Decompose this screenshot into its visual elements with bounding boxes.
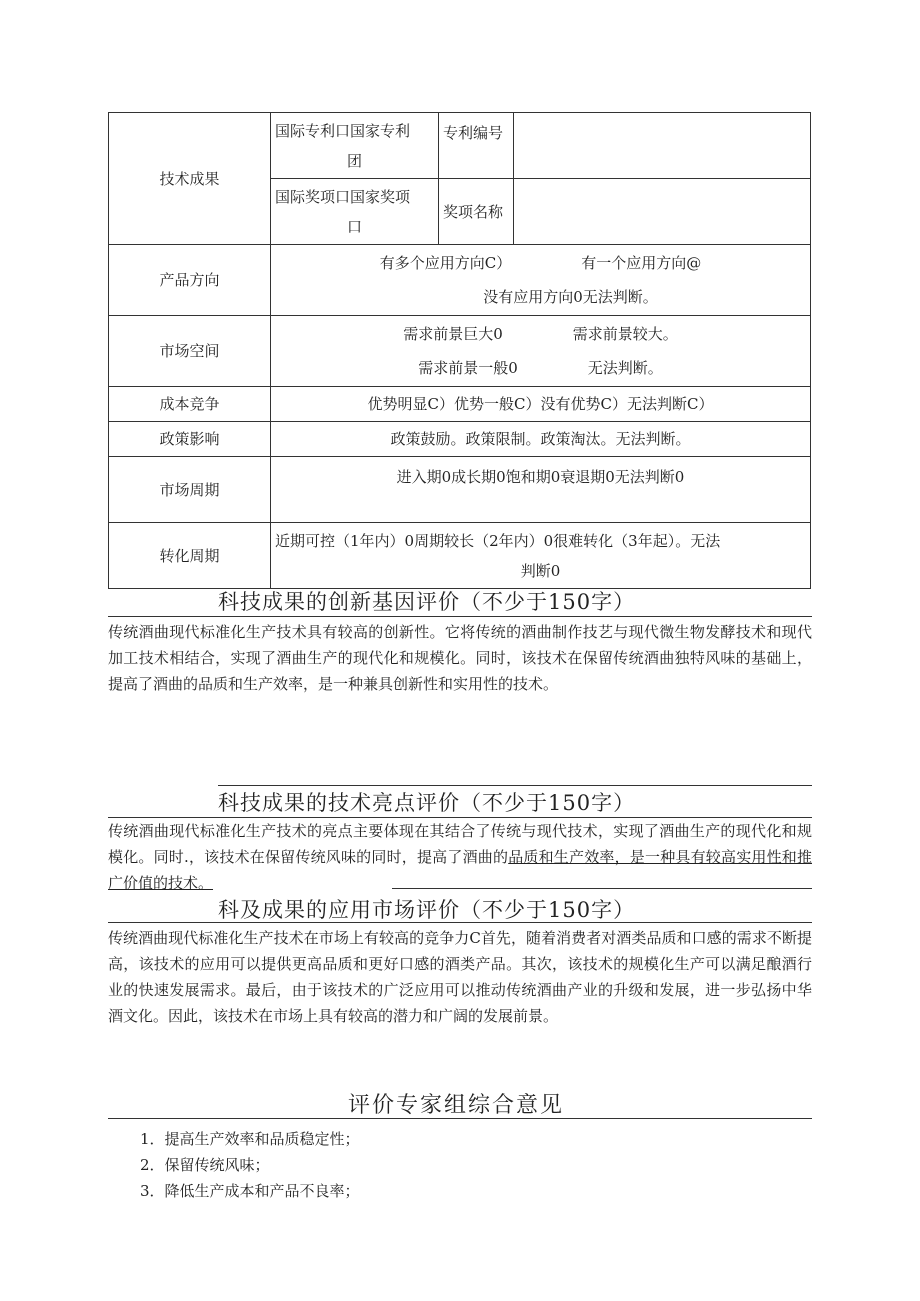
highlights-top-rule — [218, 785, 812, 786]
product-direction-options: 有多个应用方向C） 有一个应用方向@ 没有应用方向0无法判断。 — [271, 245, 811, 316]
patent-number-label: 专利编号 — [439, 113, 514, 179]
conversion-cycle-label: 转化周期 — [109, 523, 271, 589]
evaluation-table — [108, 112, 811, 589]
list-item: 1．提高生产效率和品质稳定性； — [140, 1130, 360, 1148]
product-direction-label: 产品方向 — [109, 245, 271, 316]
award-name-value — [514, 179, 811, 245]
expert-opinion-list — [140, 1126, 360, 1204]
market-cycle-options: 进入期0成长期0饱和期0衰退期0无法判断0 — [271, 457, 811, 523]
market-space-options: 需求前景巨大0 需求前景较大。 需求前景一般0 无法判断。 — [271, 316, 811, 387]
list-item: 2．保留传统风味； — [140, 1156, 270, 1174]
innovation-divider — [108, 616, 812, 617]
award-types: 国际奖项口国家奖项 口 — [271, 179, 439, 245]
policy-impact-options: 政策鼓励。政策限制。政策淘汰。无法判断。 — [271, 422, 811, 457]
conversion-cycle-options: 近期可控（1年内）0周期较长（2年内）0很难转化（3年起）。无法 判断0 — [271, 523, 811, 589]
highlights-underlined-text: 品质和生产效率，是一种具有较高实用性和推广价值的技术。 — [108, 848, 812, 892]
innovation-title: 科技成果的创新基因评价（不少于150字） — [218, 590, 636, 614]
highlights-text: 传统酒曲现代标准化生产技术的亮点主要体现在其结合了传统与现代技术，实现了酒曲生产的现代化和规模化。同时.，该技术在保留传统风味的同时，提高了酒曲的品质和生产效率，是一种具有较高实用性和推广价值的技术。 — [108, 822, 812, 892]
tech-result-label: 技术成果 — [109, 113, 271, 245]
list-item: 3．降低生产成本和产品不良率； — [140, 1182, 360, 1200]
award-name-label: 奖项名称 — [439, 179, 514, 245]
expert-opinion-title: 评价专家组综合意见 — [348, 1093, 565, 1118]
cost-competition-options: 优势明显C）优势一般C）没有优势C）无法判断C） — [271, 387, 811, 422]
application-text: 传统酒曲现代标准化生产技术在市场上有较高的竞争力C首先，随着消费者对酒类品质和口感的需求不断提高，该技术的应用可以提供更高品质和更好口感的酒类产品。其次，该技术的规模化生产可以满足酿酒行业的快速发展需求。最后，由于该技术的广泛应用可以推动传统酒曲产业的升级和发展，进一步弘扬中华酒文化。因此，该技术在市场上具有较高的潜力和广阔的发展前景。 — [108, 929, 812, 1025]
innovation-text: 传统酒曲现代标准化生产技术具有较高的创新性。它将传统的酒曲制作技艺与现代微生物发酵技术和现代加工技术相结合，实现了酒曲生产的现代化和规模化。同时，该技术在保留传统酒曲独特风味的基础上，提高了酒曲的品质和生产效率，是一种兼具创新性和实用性的技术。 — [108, 623, 812, 693]
patent-number-value — [514, 113, 811, 179]
policy-impact-label: 政策影响 — [109, 422, 271, 457]
expert-opinion-divider — [108, 1118, 812, 1119]
market-cycle-label: 市场周期 — [109, 457, 271, 523]
highlights-bottom-rule — [392, 888, 812, 889]
application-title: 科及成果的应用市场评价（不少于150字） — [218, 898, 636, 922]
highlights-title: 科技成果的技术亮点评价（不少于150字） — [218, 791, 636, 815]
application-divider — [108, 922, 812, 923]
patent-types: 国际专利口国家专利 团 — [271, 113, 439, 179]
market-space-label: 市场空间 — [109, 316, 271, 387]
cost-competition-label: 成本竞争 — [109, 387, 271, 422]
